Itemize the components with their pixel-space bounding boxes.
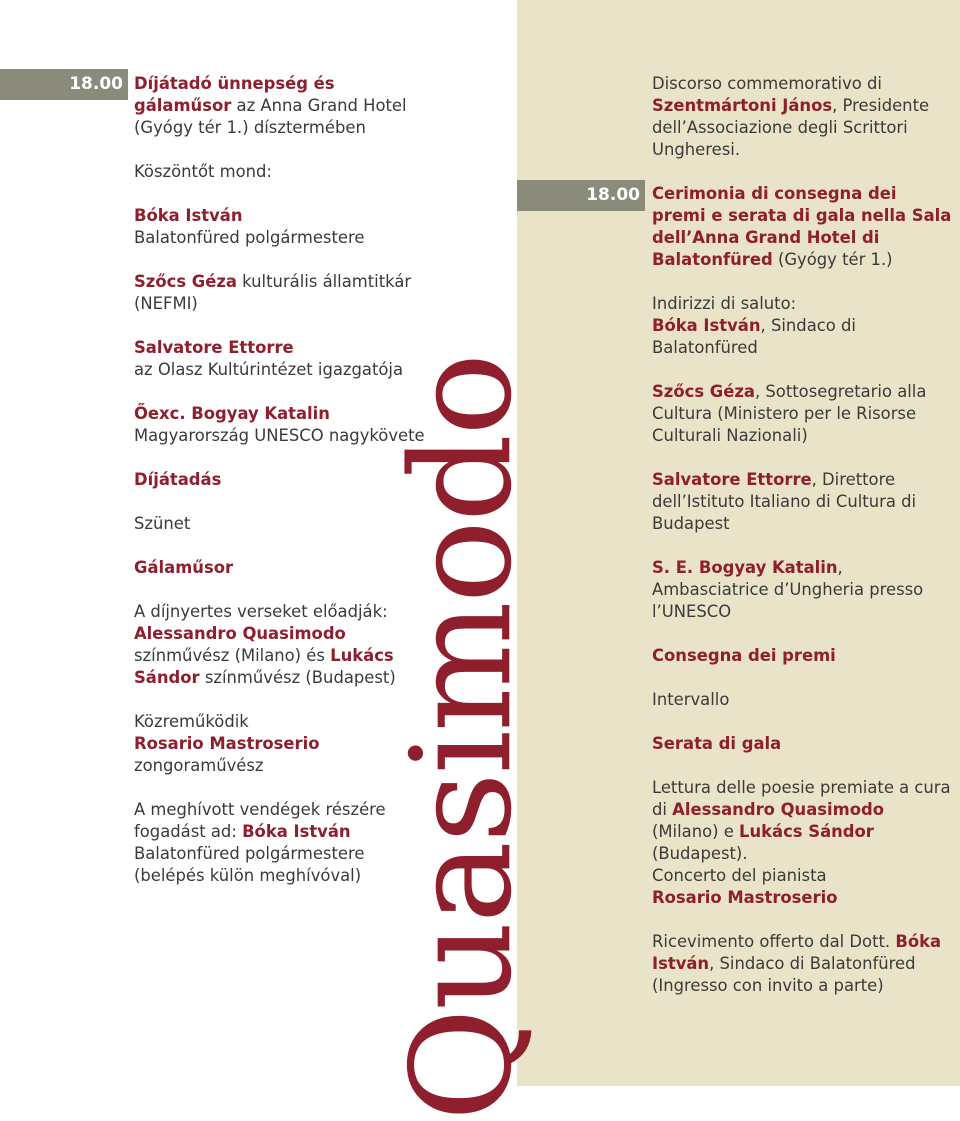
poems-performers: A díjnyertes verseket előadják: Alessandro Quasimodo színművész (Milano) és Lukács Sándor színművész (Budapest) — [134, 602, 396, 687]
gala-heading-it: Serata di gala — [652, 734, 782, 753]
reception-it: Ricevimento offerto dal Dott. Bóka István, Sindaco di Balatonfüred (Ingresso con invito a parte) — [652, 932, 942, 995]
program-italian — [652, 183, 952, 997]
break-label-it: Intervallo — [652, 690, 730, 709]
speech-block — [652, 73, 942, 161]
speaker-1-it: Indirizzi di saluto: Bóka István, Sindaco di Balatonfüred — [652, 294, 856, 357]
time-bar-left: 18.00 — [0, 69, 128, 100]
pianist: Közreműködik Rosario Mastroserio zongoraművész — [134, 712, 320, 775]
speaker-4-it: S. E. Bogyay Katalin, Ambasciatrice d’Ungheria presso l’UNESCO — [652, 558, 924, 621]
ceremony-title: Cerimonia di consegna dei premi e serata di gala nella Sala dell’Anna Grand Hotel di Balatonfüred (Gyógy tér 1.) — [652, 184, 952, 269]
speaker-1: Bóka István Balatonfüred polgármestere — [134, 206, 365, 247]
award-heading-it: Consegna dei premi — [652, 646, 836, 665]
time-bar-right: 18.00 — [517, 180, 645, 211]
speaker-4: Őexc. Bogyay Katalin Magyarország UNESCO nagykövete — [134, 404, 425, 445]
event-title: Díjátadó ünnepség és gálaműsor az Anna Grand Hotel (Gyógy tér 1.) dísztermében — [134, 74, 407, 137]
speaker-2-it: Szőcs Géza, Sottosegretario alla Cultura (Ministero per le Risorse Culturali Nazionali) — [652, 382, 927, 445]
commemorative-speech: Discorso commemorativo di Szentmártoni János, Presidente dell’Associazione degli Scrittori Ungheresi. — [652, 74, 930, 159]
award-heading: Díjátadás — [134, 470, 222, 489]
speaker-2: Szőcs Géza kulturális államtitkár (NEFMI) — [134, 272, 412, 313]
reception: A meghívott vendégek részére fogadást ad: Bóka István Balatonfüred polgármestere (belépés külön meghívóval) — [134, 800, 386, 885]
greeting-label: Köszöntőt mond: — [134, 162, 272, 181]
gala-heading: Gálaműsor — [134, 558, 234, 577]
speaker-3: Salvatore Ettorre az Olasz Kultúrintézet igazgatója — [134, 338, 404, 379]
program-hungarian — [134, 73, 434, 887]
reading-concert: Lettura delle poesie premiate a cura di Alessandro Quasimodo (Milano) e Lukács Sándor (Budapest). Concerto del pianista Rosario Mastroserio — [652, 778, 951, 907]
break-label: Szünet — [134, 514, 191, 533]
speaker-3-it: Salvatore Ettorre, Direttore dell’Istituto Italiano di Cultura di Budapest — [652, 470, 917, 533]
vertical-title: Quasimodo — [381, 354, 543, 1121]
